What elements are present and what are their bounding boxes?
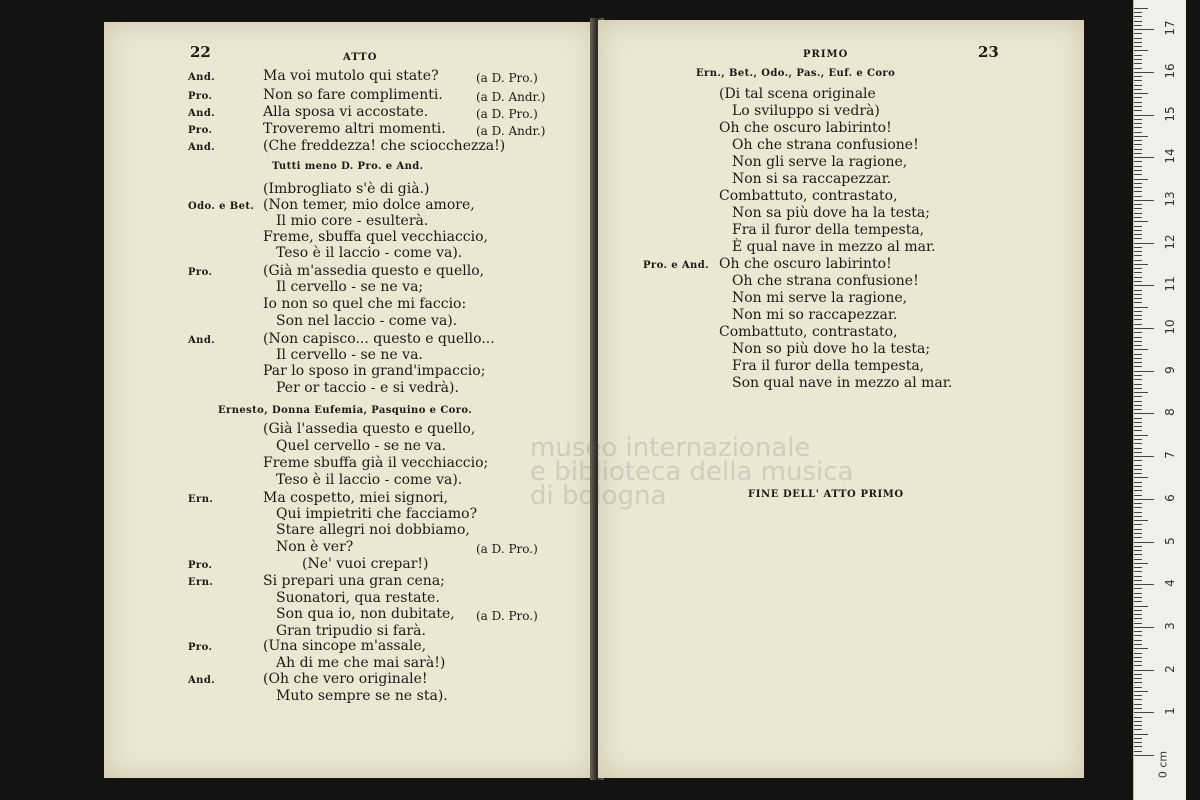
ruler-number: 13 (1163, 191, 1177, 207)
verse-text: Ah di me che mai sarà!) (276, 655, 446, 671)
speaker-label: And. (188, 675, 216, 686)
ruler-tick (1134, 746, 1142, 747)
speaker-label: And. (188, 335, 216, 346)
ruler-tick (1134, 725, 1142, 726)
ruler-tick (1134, 21, 1142, 22)
ruler-tick (1134, 601, 1142, 602)
end-of-act-label: FINE DELL' ATTO PRIMO (748, 489, 904, 500)
ruler-tick (1134, 302, 1142, 303)
verse-text: Teso è il laccio - come va). (276, 245, 463, 261)
ruler-tick (1134, 200, 1154, 201)
ruler-tick (1134, 426, 1142, 427)
verse-text: Qui impietriti che facciamo? (276, 506, 478, 522)
verse-text: Stare allegri noi dobbiamo, (276, 522, 470, 538)
ruler-tick (1134, 653, 1142, 654)
ruler-tick (1134, 294, 1142, 295)
ruler-tick (1134, 106, 1142, 107)
ruler-tick (1134, 375, 1142, 376)
ruler-tick (1134, 392, 1148, 393)
ruler-tick (1134, 115, 1154, 116)
ruler-tick (1134, 661, 1142, 662)
ruler-tick (1134, 477, 1148, 478)
verse-text: Quel cervello - se ne va. (276, 438, 447, 454)
ruler-tick (1134, 166, 1142, 167)
ruler-tick (1134, 268, 1142, 269)
ruler-tick (1134, 234, 1142, 235)
verse-text: Si prepari una gran cena; (263, 573, 445, 589)
ruler-tick (1134, 670, 1154, 671)
verse-text: Ma voi mutolo qui state? (263, 68, 439, 84)
ruler-tick (1134, 674, 1142, 675)
ruler-tick (1134, 337, 1142, 338)
verse-text: Non gli serve la ragione, (732, 154, 908, 170)
ruler-tick (1134, 516, 1142, 517)
ruler-tick (1134, 588, 1142, 589)
ruler-tick (1134, 307, 1148, 308)
ruler-tick (1134, 469, 1142, 470)
verse-text: (Imbrogliato s'è di già.) (263, 181, 430, 197)
ruler-number: 17 (1163, 20, 1177, 36)
verse-text: Gran tripudio si farà. (276, 623, 426, 639)
ruler-tick (1134, 418, 1142, 419)
ruler-number: 2 (1163, 664, 1177, 673)
ruler-tick (1134, 341, 1142, 342)
ruler-tick (1134, 695, 1142, 696)
ruler-tick (1134, 315, 1142, 316)
ruler-tick (1134, 691, 1148, 692)
verse-text: Non si sa raccapezzar. (732, 171, 892, 187)
ruler-tick (1134, 482, 1142, 483)
ruler-number: 1 (1163, 707, 1177, 716)
verse-text: Lo sviluppo si vedrà) (732, 103, 880, 119)
ruler-number: 16 (1163, 63, 1177, 79)
verse-text: Teso è il laccio - come va). (276, 472, 463, 488)
speaker-label: Pro. (188, 642, 213, 653)
ruler-number: 8 (1163, 408, 1177, 417)
verse-text: (Una sincope m'assale, (263, 638, 427, 654)
ruler-tick (1134, 529, 1142, 530)
ruler-tick (1134, 405, 1142, 406)
ruler-tick (1134, 33, 1142, 34)
ruler-tick (1134, 571, 1142, 572)
ruler-tick (1134, 640, 1142, 641)
speaker-label: Pro. (188, 91, 213, 102)
ruler-tick (1134, 687, 1142, 688)
ruler-tick (1134, 213, 1142, 214)
ruler-tick (1134, 332, 1142, 333)
ruler-tick (1134, 140, 1142, 141)
ruler-tick (1134, 264, 1148, 265)
verse-text: Ma cospetto, miei signori, (263, 490, 449, 506)
ruler-tick (1134, 520, 1148, 521)
ruler-tick (1134, 221, 1148, 222)
verse-text: È qual nave in mezzo al mar. (732, 239, 936, 255)
ruler-tick (1134, 204, 1142, 205)
ruler-tick (1134, 25, 1142, 26)
ruler-tick (1134, 183, 1142, 184)
ruler-tick (1134, 448, 1142, 449)
ruler-tick (1134, 717, 1142, 718)
speaker-label: Pro. (188, 560, 213, 571)
ruler-tick (1134, 486, 1142, 487)
ruler-tick (1134, 362, 1142, 363)
ruler-tick (1134, 230, 1142, 231)
ruler-tick (1134, 614, 1142, 615)
verse-text: Troveremo altri momenti. (263, 121, 446, 137)
scene-heading: Tutti meno D. Pro. e And. (272, 161, 424, 172)
ruler-tick (1134, 384, 1142, 385)
ruler-number: 3 (1163, 622, 1177, 630)
ruler-tick (1134, 563, 1148, 564)
ruler-tick (1134, 452, 1142, 453)
ruler-tick (1134, 559, 1142, 560)
verse-text: Non è ver? (276, 539, 354, 555)
ruler-tick (1134, 755, 1154, 756)
ruler-tick (1134, 623, 1142, 624)
ruler-tick (1134, 366, 1142, 367)
ruler-tick (1134, 495, 1142, 496)
ruler-tick (1134, 456, 1154, 457)
ruler-tick (1134, 751, 1142, 752)
ruler-tick (1134, 285, 1154, 286)
verse-text: (Già m'assedia questo e quello, (263, 263, 485, 279)
stage-direction: (a D. Pro.) (476, 107, 538, 121)
ruler-tick (1134, 742, 1142, 743)
verse-text: Oh che oscuro labirinto! (719, 256, 892, 272)
ruler-tick (1134, 460, 1142, 461)
ruler-tick (1134, 16, 1142, 17)
ruler-tick (1134, 191, 1142, 192)
verse-text: Combattuto, contrastato, (719, 188, 898, 204)
ruler-tick (1134, 119, 1142, 120)
stage-direction: (a D. Andr.) (476, 90, 546, 104)
verse-text: Combattuto, contrastato, (719, 324, 898, 340)
ruler-number: 6 (1163, 493, 1177, 502)
ruler-tick (1134, 657, 1142, 658)
ruler-tick (1134, 704, 1142, 705)
ruler-tick (1134, 465, 1142, 466)
ruler-tick (1134, 682, 1142, 683)
ruler-tick (1134, 422, 1142, 423)
ruler-tick (1134, 413, 1154, 414)
speaker-label: And. (188, 108, 216, 119)
ruler-tick (1134, 187, 1142, 188)
ruler-tick (1134, 29, 1154, 30)
ruler-tick (1134, 46, 1142, 47)
ruler-tick (1134, 272, 1142, 273)
verse-text: Fra il furor della tempesta, (732, 222, 925, 238)
ruler-tick (1134, 298, 1142, 299)
verse-text: Non sa più dove ha la testa; (732, 205, 930, 221)
verse-text: (Che freddezza! che sciocchezza!) (263, 138, 506, 154)
ruler-tick (1134, 345, 1142, 346)
ruler-number: 11 (1163, 276, 1177, 292)
verse-text: Par lo sposo in grand'impaccio; (263, 363, 486, 379)
ruler-tick (1134, 546, 1142, 547)
ruler-tick (1134, 576, 1142, 577)
verse-text: Freme, sbuffa quel vecchiaccio, (263, 229, 489, 245)
ruler-tick (1134, 50, 1148, 51)
verse-text: (Non temer, mio dolce amore, (263, 197, 475, 213)
ruler-tick (1134, 319, 1142, 320)
ruler-tick (1134, 153, 1142, 154)
ruler-tick (1134, 238, 1142, 239)
ruler-tick (1134, 76, 1142, 77)
ruler-tick (1134, 277, 1142, 278)
ruler-tick (1134, 593, 1142, 594)
right-page-number: 23 (978, 43, 999, 61)
ruler-tick (1134, 499, 1154, 500)
ruler-tick (1134, 396, 1142, 397)
verse-text: Non mi serve la ragione, (732, 290, 908, 306)
verse-text: Oh che oscuro labirinto! (719, 120, 892, 136)
left-running-header: ATTO (343, 52, 378, 63)
speaker-label: Ern. (188, 494, 214, 505)
ruler-tick (1134, 678, 1142, 679)
verse-text: (Ne' vuoi crepar!) (302, 556, 429, 572)
ruler-tick (1134, 738, 1142, 739)
ruler-tick (1134, 554, 1142, 555)
ruler-tick (1134, 174, 1142, 175)
speaker-label: And. (188, 72, 216, 83)
ruler-tick (1134, 132, 1142, 133)
ruler-tick (1134, 524, 1142, 525)
ruler-tick (1134, 72, 1154, 73)
ruler-tick (1134, 63, 1142, 64)
ruler-tick (1134, 144, 1142, 145)
ruler-tick (1134, 580, 1142, 581)
ruler-tick (1134, 59, 1142, 60)
watermark-line: e biblioteca della musica (530, 457, 854, 487)
ruler-tick (1134, 170, 1142, 171)
ruler-tick (1134, 712, 1154, 713)
ruler-tick (1134, 208, 1142, 209)
ruler-tick (1134, 123, 1142, 124)
ruler-tick (1134, 247, 1142, 248)
ruler-tick (1134, 618, 1142, 619)
ruler-tick (1134, 567, 1142, 568)
ruler-tick (1134, 729, 1142, 730)
ruler-tick (1134, 542, 1154, 543)
verse-text: Oh che strana confusione! (732, 137, 919, 153)
ruler-tick (1134, 627, 1154, 628)
ruler-tick (1134, 89, 1142, 90)
verse-text: Io non so quel che mi faccio: (263, 296, 467, 312)
speaker-label: Pro. e And. (643, 260, 709, 271)
watermark-line: museo internazionale (530, 433, 811, 463)
verse-text: (Non capisco... questo e quello... (263, 331, 495, 347)
ruler-tick (1134, 68, 1142, 69)
ruler-tick (1134, 409, 1142, 410)
speaker-label: Ern. (188, 577, 214, 588)
speaker-label: And. (188, 142, 216, 153)
verse-text: Il cervello - se ne va. (276, 347, 423, 363)
verse-text: Son qual nave in mezzo al mar. (732, 375, 953, 391)
ruler-tick (1134, 435, 1148, 436)
verse-text: Non so più dove ho la testa; (732, 341, 931, 357)
stage-direction: (a D. Pro.) (476, 609, 538, 623)
ruler-tick (1134, 38, 1142, 39)
ruler-tick (1134, 610, 1142, 611)
verse-text: Alla sposa vi accostate. (263, 104, 429, 120)
verse-text: (Di tal scena originale (719, 86, 876, 102)
ruler-number: 5 (1163, 536, 1177, 545)
watermark-line: di bologna (530, 481, 667, 511)
verse-text: Oh che strana confusione! (732, 273, 919, 289)
ruler-tick (1134, 149, 1142, 150)
ruler-tick (1134, 324, 1142, 325)
ruler-tick (1134, 243, 1154, 244)
ruler-tick (1134, 644, 1142, 645)
ruler-number: 4 (1163, 579, 1177, 588)
ruler-tick (1134, 584, 1154, 585)
ruler-tick (1134, 290, 1142, 291)
verse-text: Freme sbuffa già il vecchiaccio; (263, 455, 489, 471)
verse-text: Suonatori, qua restate. (276, 590, 440, 606)
ruler-tick (1134, 161, 1142, 162)
right-running-header: PRIMO (803, 49, 849, 60)
ruler-tick (1134, 102, 1142, 103)
ruler-tick (1134, 507, 1142, 508)
ruler-tick (1134, 473, 1142, 474)
ruler-tick (1134, 665, 1142, 666)
ruler-tick (1134, 550, 1142, 551)
ruler-tick (1134, 631, 1142, 632)
ruler-tick (1134, 226, 1142, 227)
ruler-tick (1134, 635, 1142, 636)
ruler-tick (1134, 734, 1148, 735)
ruler-tick (1134, 708, 1142, 709)
ruler-tick (1134, 255, 1142, 256)
ruler-tick (1134, 401, 1142, 402)
verse-text: Fra il furor della tempesta, (732, 358, 925, 374)
verse-text: Muto sempre se ne sta). (276, 688, 448, 704)
ruler-unit-label: 0 cm (1156, 750, 1170, 779)
ruler-tick (1134, 512, 1142, 513)
ruler-tick (1134, 354, 1142, 355)
ruler-tick (1134, 93, 1148, 94)
scene-heading: Ern., Bet., Odo., Pas., Euf. e Coro (696, 68, 896, 79)
ruler-tick (1134, 127, 1142, 128)
ruler-tick (1134, 358, 1142, 359)
verse-text: (Già l'assedia questo e quello, (263, 421, 476, 437)
ruler-tick (1134, 110, 1142, 111)
ruler-number: 15 (1163, 105, 1177, 122)
ruler-tick (1134, 503, 1142, 504)
speaker-label: Pro. (188, 125, 213, 136)
ruler-tick (1134, 196, 1142, 197)
ruler-number: 14 (1163, 148, 1177, 164)
ruler-tick (1134, 371, 1154, 372)
ruler-tick (1134, 490, 1142, 491)
ruler-tick (1134, 260, 1142, 261)
verse-text: Il cervello - se ne va; (276, 279, 424, 295)
ruler-tick (1134, 597, 1142, 598)
ruler-tick (1134, 251, 1142, 252)
ruler-tick (1134, 85, 1142, 86)
ruler-tick (1134, 8, 1148, 9)
scene-heading: Ernesto, Donna Eufemia, Pasquino e Coro. (218, 405, 473, 416)
ruler-number: 7 (1163, 451, 1177, 459)
verse-text: Per or taccio - e si vedrà). (276, 380, 459, 396)
ruler-tick (1134, 42, 1142, 43)
ruler-tick (1134, 349, 1148, 350)
ruler-tick (1134, 80, 1142, 81)
ruler-tick (1134, 217, 1142, 218)
ruler-number: 9 (1163, 365, 1177, 374)
ruler-tick (1134, 533, 1142, 534)
verse-text: Son qua io, non dubitate, (276, 606, 455, 622)
verse-text: Non mi so raccapezzar. (732, 307, 898, 323)
ruler-tick (1134, 157, 1154, 158)
ruler-number: 10 (1163, 319, 1177, 335)
ruler-tick (1134, 537, 1142, 538)
ruler-tick (1134, 281, 1142, 282)
speaker-label: Odo. e Bet. (188, 201, 255, 212)
ruler-tick (1134, 606, 1148, 607)
ruler-tick (1134, 97, 1142, 98)
verse-text: (Oh che vero originale! (263, 671, 428, 687)
ruler-number: 12 (1163, 233, 1177, 250)
ruler-tick (1134, 311, 1142, 312)
ruler-tick (1134, 439, 1142, 440)
verse-text: Son nel laccio - come va). (276, 313, 458, 329)
ruler-tick (1134, 648, 1148, 649)
library-watermark (530, 433, 854, 511)
stage-direction: (a D. Pro.) (476, 71, 538, 85)
speaker-label: Pro. (188, 267, 213, 278)
verse-text: Non so fare complimenti. (263, 87, 443, 103)
ruler-tick (1134, 179, 1148, 180)
ruler-tick (1134, 328, 1154, 329)
ruler-tick (1134, 379, 1142, 380)
ruler-tick (1134, 699, 1142, 700)
measuring-ruler (1133, 0, 1186, 800)
stage-direction: (a D. Andr.) (476, 124, 546, 138)
ruler-tick (1134, 136, 1148, 137)
ruler-tick (1134, 721, 1142, 722)
ruler-tick (1134, 55, 1142, 56)
left-page-number: 22 (190, 43, 211, 61)
ruler-tick (1134, 12, 1142, 13)
verse-text: Il mio core - esulterà. (276, 213, 429, 229)
stage-direction: (a D. Pro.) (476, 542, 538, 556)
ruler-tick (1134, 430, 1142, 431)
ruler-tick (1134, 388, 1142, 389)
ruler-tick (1134, 443, 1142, 444)
